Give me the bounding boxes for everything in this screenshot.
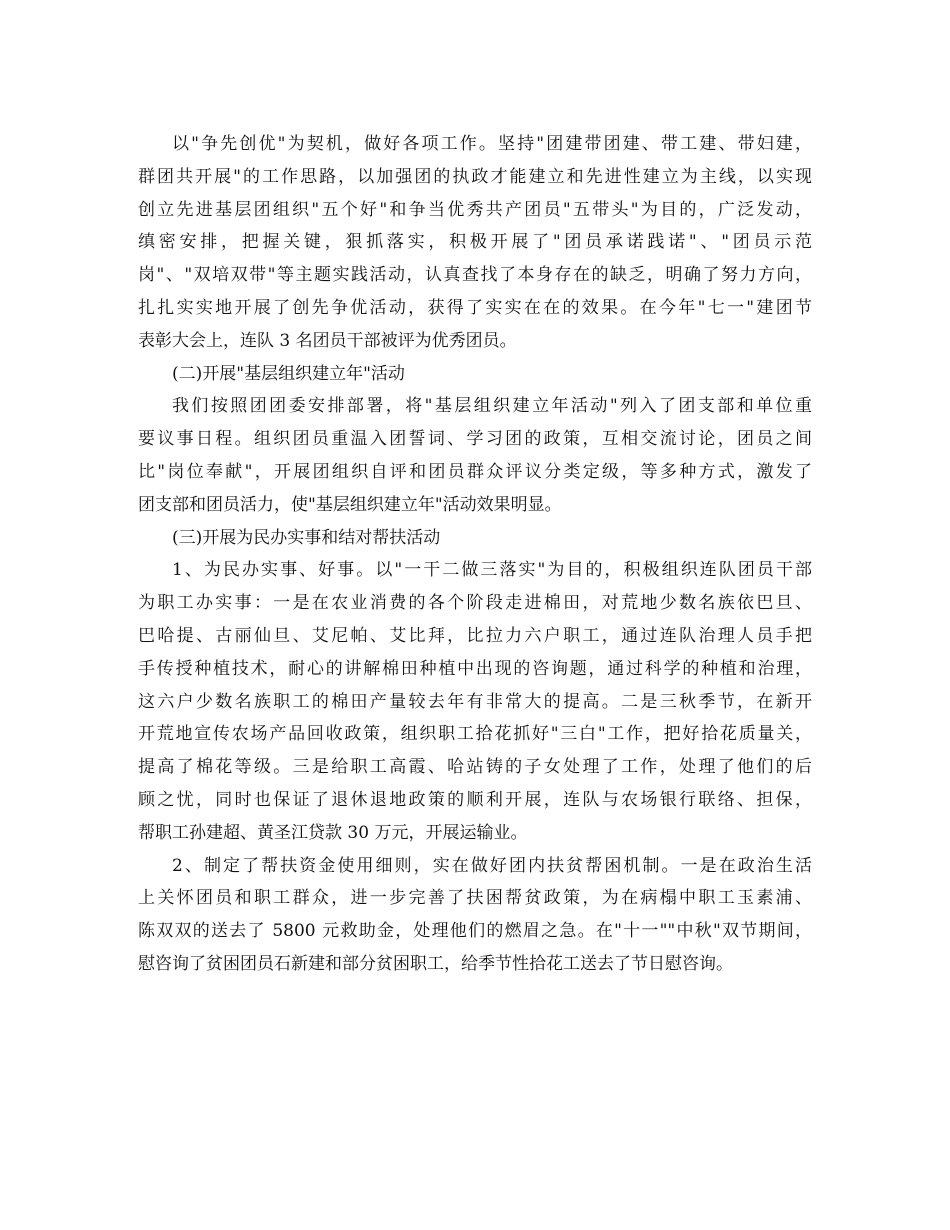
text-line: 1、为民办实事、好事。以"一干二做三落实"为目的，积极组织连队团员干部: [172, 560, 812, 581]
text-line: 上关怀团员和职工群众，进一步完善了扶困帮贫政策，为在病榻中职工玉素浦、: [138, 888, 812, 909]
text-line: 比"岗位奉献"，开展团组织自评和团员群众评议分类定级，等多种方式，激发了: [138, 461, 812, 482]
text-line: 开荒地宣传农场产品回收政策，组织职工拾花抓好"三白"工作，把好拾花质量关，: [138, 724, 812, 745]
document-body: [138, 128, 812, 981]
text-line: 帮职工孙建超、黄圣江贷款 30 万元，开展运输业。: [138, 822, 528, 843]
text-line: 群团共开展"的工作思路，以加强团的执政才能建立和先进性建立为主线，以实现: [138, 166, 812, 187]
text-line: 2、制定了帮扶资金使用细则，实在做好团内扶贫帮困机制。一是在政治生活: [172, 855, 812, 876]
text-line: 缜密安排，把握关键，狠抓落实，积极开展了"团员承诺践诺"、"团员示范: [138, 232, 812, 253]
text-line: 慰咨询了贫困团员石新建和部分贫困职工，给季节性拾花工送去了节日慰咨询。: [138, 953, 733, 974]
heading-text: (三)开展为民办实事和结对帮扶活动: [172, 527, 441, 548]
paragraph-jiceng-zuzhi: [138, 390, 812, 521]
text-line: 表彰大会上，连队 3 名团员干部被评为优秀团员。: [138, 330, 517, 351]
section-heading-3: [138, 522, 812, 555]
text-line: 创立先进基层团组织"五个好"和争当优秀共产团员"五带头"为目的，广泛发动，: [138, 199, 812, 220]
text-line: 提高了棉花等级。三是给职工高霞、哈站铸的子女处理了工作，处理了他们的后: [138, 757, 812, 778]
text-line: 团支部和团员活力，使"基层组织建立年"活动效果明显。: [138, 494, 562, 515]
text-line: 巴哈提、古丽仙旦、艾尼帕、艾比拜，比拉力六户职工，通过连队治理人员手把: [138, 625, 812, 646]
text-line: 我们按照团团委安排部署，将"基层组织建立年活动"列入了团支部和单位重: [172, 396, 812, 417]
paragraph-bangfu-zijin: [138, 850, 812, 981]
text-line: 扎扎实实地开展了创先争优活动，获得了实实在在的效果。在今年"七一"建团节: [138, 297, 812, 318]
text-line: 岗"、"双培双带"等主题实践活动，认真查找了本身存在的缺乏，明确了努力方向，: [138, 265, 812, 286]
text-line: 要议事日程。组织团员重温入团誓词、学习团的政策，互相交流讨论，团员之间: [138, 429, 812, 450]
text-line: 以"争先创优"为契机，做好各项工作。坚持"团建带团建、带工建、带妇建，: [172, 134, 812, 154]
heading-text: (二)开展"基层组织建立年"活动: [172, 363, 405, 384]
text-line: 这六户少数名族职工的棉田产量较去年有非常大的提高。二是三秋季节，在新开: [138, 691, 812, 712]
text-line: 顾之忧，同时也保证了退休退地政策的顺利开展，连队与农场银行联络、担保，: [138, 789, 812, 810]
text-line: 为职工办实事：一是在农业消费的各个阶段走进棉田，对荒地少数名族依巴旦、: [138, 593, 812, 614]
text-line: 手传授种植技术，耐心的讲解棉田种植中出现的咨询题，通过科学的种植和治理，: [138, 658, 812, 679]
paragraph-weimin-banshishi: [138, 554, 812, 849]
section-heading-2: [138, 358, 812, 391]
paragraph-zhengxian-chuangyou: [138, 128, 812, 358]
text-line: 陈双双的送去了 5800 元救助金，处理他们的燃眉之急。在"十一""中秋"双节期间，: [138, 921, 812, 942]
